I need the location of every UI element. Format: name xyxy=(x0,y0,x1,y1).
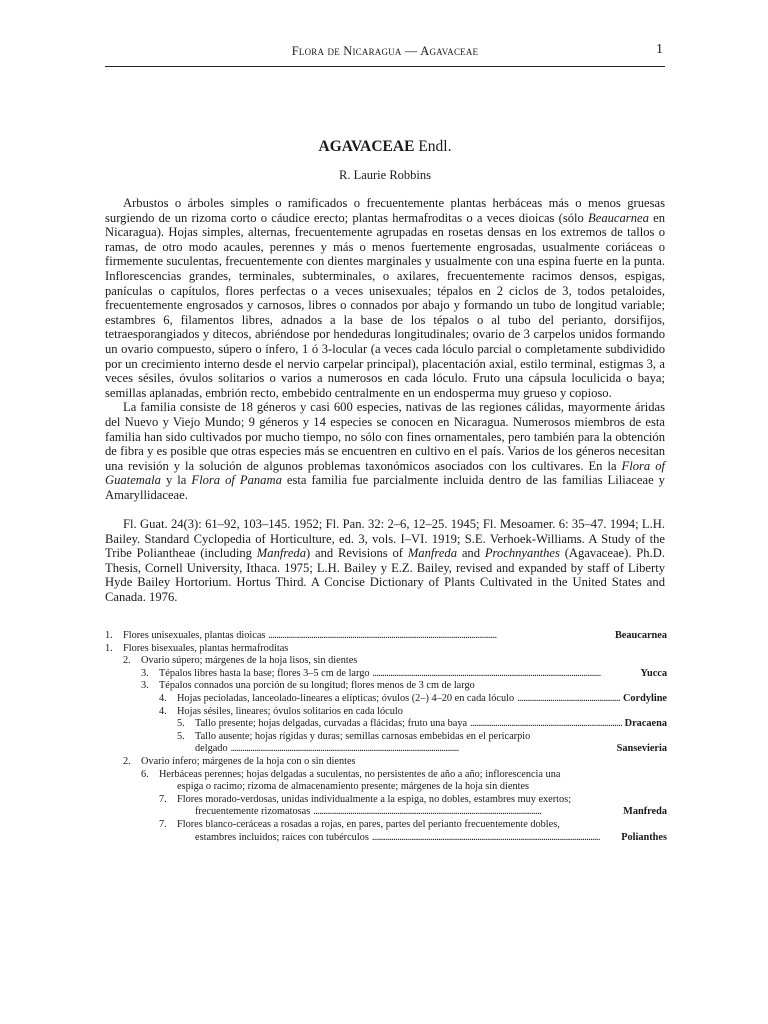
key-lead-3b xyxy=(105,680,667,693)
key-number: 2. xyxy=(123,755,131,767)
key-text: Hojas sésiles, lineares; óvulos solitarios en cada lóculo xyxy=(177,705,403,717)
key-text: Tépalos connados una porción de su longitud; flores menos de 3 cm de largo xyxy=(159,680,475,692)
key-number: 1. xyxy=(105,642,113,654)
key-genus-cordyline: Cordyline xyxy=(622,692,667,704)
key-genus-polianthes: Polianthes xyxy=(621,831,667,843)
key-text: Tépalos libres hasta la base; flores 3–5 cm de largo xyxy=(159,667,370,679)
key-text: Hojas pecioladas, lanceolado-lineares a elípticas; óvulos (2–) 4–20 en cada lóculo xyxy=(177,692,515,704)
key-lead-1a xyxy=(105,630,667,643)
key-text: Ovario súpero; márgenes de la hoja lisos, sin dientes xyxy=(141,655,358,667)
key-number: 3. xyxy=(141,680,149,692)
dot-leader xyxy=(231,743,614,756)
references-paragraph: Fl. Guat. 24(3): 61–92, 103–145. 1952; Fl. Pan. 32: 2–6, 12–25. 1945; Fl. Mesoamer. 6: 35–47. 1994; L.H. Bailey. Standard Cyclopedia of Horticulture, ed. 3, vols. I–VI. 1919; S.E. Verhoek-Williams. A Study of the Tribe Poliantheae (including Manfreda) and Revisions of Manfreda and Prochnyanthes (Agavaceae). Ph.D. Thesis, Cornell University, Ithaca. 1975; L.H. Bailey y E.Z. Bailey, revised and expanded by staff of Liberty Hyde Bailey Hortorium. Hortus Third. A Concise Dictionary of Plants Cultivated in the United States and Canada. 1976. xyxy=(105,517,665,604)
key-lead-4a xyxy=(105,693,667,706)
description-paragraph-2: La familia consiste de 18 géneros y casi 600 especies, nativas de las regiones cálidas, mayormente áridas del Nuevo y Viejo Mundo; 9 géneros y 14 especies se conocen en Nicaragua. Numerosos miembros de esta familia han sido cultivados por mucho tiempo, no sólo con fines ornamentales, pero también para la obtención de fibra y es posible que otras especies más se encuentren en cultivo en el país. Varios de los géneros necesitan una revisión y la solución de algunos problemas taxonómicos asociados con los cultivares. En la Flora of Guatemala y la Flora of Panama esta familia fue parcialmente incluida dentro de las familias Liliaceae y Amaryllidaceae. xyxy=(105,400,665,502)
key-text: Herbáceas perennes; hojas delgadas a suculentas, no persistentes de año a año; inflorescencia una xyxy=(159,768,561,780)
key-genus-yucca: Yucca xyxy=(640,667,667,679)
key-number: 5. xyxy=(177,718,185,730)
key-lead-6a xyxy=(105,769,667,782)
italic-taxon: Beaucarnea xyxy=(588,210,649,225)
dot-leader xyxy=(517,693,620,706)
key-text: Tallo presente; hojas delgadas, curvadas a flácidas; fruto una baya xyxy=(195,718,468,730)
key-text: Tallo ausente; hojas rígidas y duras; semillas carnosas embebidas en el pericarpio xyxy=(195,730,531,742)
key-genus-manfreda: Manfreda xyxy=(623,806,667,818)
key-genus-sansevieria: Sansevieria xyxy=(616,743,667,755)
running-header xyxy=(105,40,665,67)
key-lead-5b xyxy=(105,731,667,744)
key-number: 4. xyxy=(159,705,167,717)
key-lead-2b xyxy=(105,756,667,769)
key-lead-7b-continued xyxy=(105,832,667,845)
running-title: Flora de Nicaragua — Agavaceae xyxy=(291,44,479,58)
family-authority: Endl. xyxy=(418,138,452,155)
key-lead-7a xyxy=(105,794,667,807)
dot-leader xyxy=(313,806,620,819)
key-number: 3. xyxy=(141,667,149,679)
italic-taxon: Prochnyanthes xyxy=(484,546,560,561)
key-lead-1b xyxy=(105,643,667,656)
italic-taxon: Manfreda xyxy=(407,546,458,561)
family-title xyxy=(105,138,665,156)
dot-leader xyxy=(372,832,618,845)
author-name: R. Laurie Robbins xyxy=(338,168,431,182)
italic-taxon: Flora of Guatemala xyxy=(105,458,665,488)
key-text: espiga o racimo; rizoma de almacenamiento presente; márgenes de la hoja sin dientes xyxy=(177,781,530,793)
family-name: AGAVACEAE xyxy=(318,138,415,155)
references xyxy=(105,517,665,605)
key-text: delgado xyxy=(195,743,228,755)
key-lead-6a-continued xyxy=(105,781,667,794)
key-lead-5a xyxy=(105,718,667,731)
key-lead-2a xyxy=(105,655,667,668)
key-text: Flores morado-verdosas, unidas individualmente a la espiga, no dobles, estambres muy exertos; xyxy=(177,793,572,805)
key-number: 1. xyxy=(105,630,113,641)
key-genus-dracaena: Dracaena xyxy=(624,718,667,730)
key-number: 6. xyxy=(141,768,149,780)
key-lead-7a-continued xyxy=(105,806,667,819)
page-number: 1 xyxy=(656,42,663,57)
key-lead-5b-continued xyxy=(105,743,667,756)
key-number: 2. xyxy=(123,655,131,667)
dot-leader xyxy=(470,718,622,731)
description-paragraph-1: Arbustos o árboles simples o ramificados o frecuentemente plantas herbáceas más o menos gruesas surgiendo de un rizoma corto o cáudice erecto; plantas hermafroditas o a veces dioicas (sólo Beaucarnea en Nicaragua). Hojas simples, alternas, frecuentemente agrupadas en rosetas densas en los extremos de tallos o ramas, de otro modo acaules, perennes y más o menos fuertemente engrosadas, usualmente coriáceas o firmemente suculentas, frecuentemente con dientes marginales y usualmente con una espina fuerte en la punta. Inflorescencias grandes, terminales, subterminales, o axilares, frecuentemente racimos densos, espigas, panículas o capítulos, flores perfectas o a veces unisexuales; tépalos en 2 ciclos de 3, todos petaloides, frecuentemente engrosados y carnosos, libres o connados por abajo y formando un tubo de longitud variable; estambres 6, filamentos libres, adnados a la base de los tépalos o al tubo del perianto, dorsifijos, tetraesporangiados y ditecos, abriéndose por hendeduras longitudinales; ovario de 3 carpelos unidos formando un ovario compuesto, súpero o ínfero, 1 ó 3-locular (a veces cada lóculo parcial o completamente subdividido por un crecimiento interno desde el nervio carpelar principal), placentación axial, estilo terminal, estigmas 3, a veces sésiles, óvulos solitarios o varios a numerosos en cada lóculo. Fruto una cápsula loculicida o baya; semillas aplanadas, embrión recto, embebido centralmente en un endosperma muy grueso y copioso. xyxy=(105,196,665,400)
key-number: 4. xyxy=(159,692,167,704)
identification-key xyxy=(105,630,667,844)
key-genus-beaucarnea: Beaucarnea xyxy=(614,630,667,641)
key-lead-7b xyxy=(105,819,667,832)
key-text: estambres incluidos; raíces con tubérculos xyxy=(195,831,369,843)
key-text: frecuentemente rizomatosas xyxy=(195,806,311,818)
key-lead-4b xyxy=(105,706,667,719)
family-description xyxy=(105,196,665,502)
italic-taxon: Manfreda xyxy=(256,546,306,561)
key-number: 7. xyxy=(159,818,167,830)
italic-taxon: Flora of Panama xyxy=(191,473,282,488)
key-lead-3a xyxy=(105,668,667,681)
key-text: Flores blanco-ceráceas a rosadas a rojas, en pares, partes del perianto frecuentemente dobles, xyxy=(177,818,560,830)
dot-leader xyxy=(373,668,638,681)
key-text: Flores unisexuales, plantas dioicas xyxy=(123,630,266,641)
key-number: 7. xyxy=(159,793,167,805)
key-text: Ovario ínfero; márgenes de la hoja con o sin dientes xyxy=(141,755,356,767)
dot-leader xyxy=(268,630,612,643)
key-number: 5. xyxy=(177,730,185,742)
key-text: Flores bisexuales, plantas hermafroditas xyxy=(123,642,289,654)
